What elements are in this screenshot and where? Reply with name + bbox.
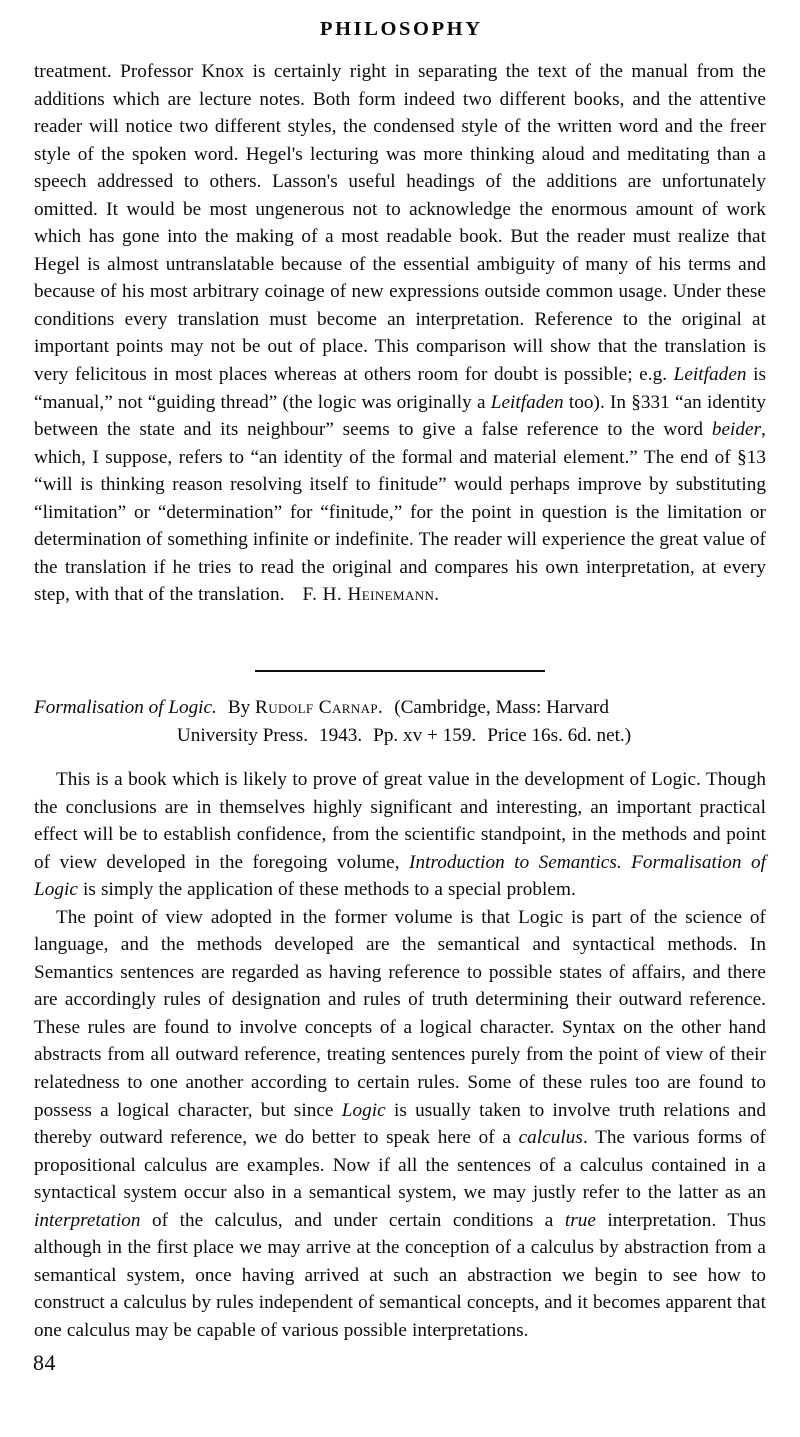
review-p2-text-b: is usually taken to involve truth relations and thereby outward reference, we do better to speak here of a xyxy=(34,1099,766,1149)
review-pages: Pp. xv + 159. xyxy=(373,724,477,746)
review-p1-text-b: is simply the application of these methods to a special problem. xyxy=(77,879,576,901)
page-number: 84 xyxy=(33,1350,56,1375)
italic-beider: beider xyxy=(711,419,762,441)
review-book-title: Formalisation of Logic. xyxy=(34,697,217,718)
italic-interpretation: interpretation xyxy=(34,1209,141,1231)
review-author: Rudolf Carnap. xyxy=(255,697,384,718)
review-p2-text-e: interpretation. Thus although in the first place we may arrive at the conception of a calculus by abstraction from a semantical system, once having arrived at such an abstraction we begin to see how to construct a calculus by rules independent of semantical concepts, and it becomes apparent that one calculus may be capable of various possible interpretations. xyxy=(34,1209,766,1341)
italic-true: true xyxy=(564,1209,596,1231)
review-paragraph-1 xyxy=(34,766,766,904)
review-heading-block xyxy=(34,694,766,749)
review-p1-text-a: This is a book which is likely to prove of great value in the development of Logic. Though the conclusions are in themselves highly significant and interesting, an important practical effect will be to establish confidence, from the scientific standpoint, in the methods and point of view developed in the foregoing volume, xyxy=(34,769,766,873)
italic-logic: Logic xyxy=(341,1099,386,1121)
review-body-column xyxy=(34,766,766,1344)
review-p2-text-d: of the calculus, and under certain conditions a xyxy=(140,1209,565,1231)
review-paragraph-2 xyxy=(34,904,766,1345)
continued-review-text-b: is “manual,” not “guiding thread” (the logic was originally a xyxy=(34,364,766,413)
horizontal-rule xyxy=(255,670,545,672)
reviewer-signature: F. H. Heinemann. xyxy=(302,584,440,606)
continued-review-text-d: , which, I suppose, refers to “an identity of the formal and material element.” The end of §13 “will is thinking reason resolving itself to finitude” would perhaps improve by substituting “limitation” or “determination” for “finitude,” for the point in question is the limitation or determination of something infinite or indefinite. The reader will experience the great value of the translation if he tries to read the original and compares his own interpretation, at every step, with that of the translation. xyxy=(34,419,766,606)
continued-review-column xyxy=(34,58,766,609)
continued-review-paragraph xyxy=(34,58,766,609)
review-p2-text-c: . The various forms of propositional calculus are examples. Now if all the sentences of a calculus contained in a syntactical system occur also in a semantical system, we may justly refer to the latter as an xyxy=(34,1127,766,1204)
italic-calculus: calculus xyxy=(518,1127,583,1149)
continued-review-text-c: too). In §331 “an identity between the state and its neighbour” seems to give a false reference to the word xyxy=(34,391,766,441)
review-p2-text-a: The point of view adopted in the former volume is that Logic is part of the science of language, and the methods developed are the semantical and syntactical methods. In Semantics sentences are regarded as having reference to possible states of affairs, and there are accordingly rules of designation and rules of truth determining their outward reference. These rules are found to involve concepts of a logical character. Syntax on the other hand abstracts from all outward reference, treating sentences purely from the point of view of their relatedness to one another according to certain rules. Some of these rules too are found to possess a logical character, but since xyxy=(34,906,766,1121)
review-publisher: (Cambridge, Mass: Harvard xyxy=(394,697,609,718)
italic-leitfaden-2: Leitfaden xyxy=(490,391,564,413)
continued-review-text-a: treatment. Professor Knox is certainly right in separating the text of the manual from the additions which are lecture notes. Both form indeed two different books, and the attentive reader will notice two different styles, the condensed style of the written word and the freer style of the spoken word. Hegel's lecturing was more thinking aloud and meditating than a speech addressed to others. Lasson's useful headings of the additions are unfortunately omitted. It would be most ungenerous not to acknowledge the enormous amount of work which has gone into the making of a most readable book. But the reader must realize that Hegel is almost untranslatable because of the essential ambiguity of many of his terms and because of his most arbitrary coinage of new expressions outside common usage. Under these conditions every translation must become an interpretation. Reference to the original at important points may not be out of place. This comparison will show that the translation is very felicitous in most places whereas at others room for doubt is possible; e.g. xyxy=(34,61,766,386)
italic-leitfaden-1: Leitfaden xyxy=(673,364,747,386)
page-title: PHILOSOPHY xyxy=(319,18,483,40)
review-year: 1943. xyxy=(319,724,363,746)
section-divider xyxy=(0,662,800,680)
italic-introduction-to-semantics: Introduction to Semantics. Formalisation of Logic xyxy=(34,851,766,901)
review-publisher-line2: University Press. xyxy=(176,724,308,746)
review-by-label: By xyxy=(227,697,251,718)
review-price: Price 16s. 6d. net.) xyxy=(487,724,632,746)
review-heading xyxy=(34,694,766,749)
